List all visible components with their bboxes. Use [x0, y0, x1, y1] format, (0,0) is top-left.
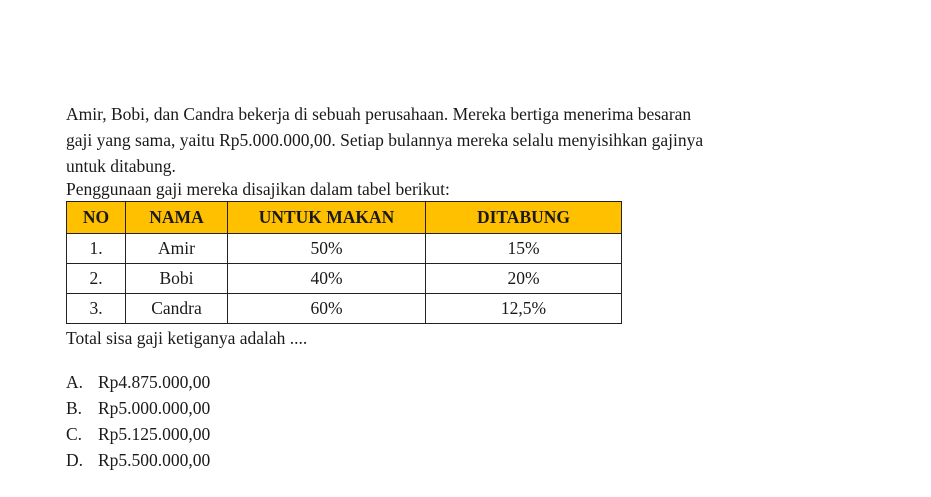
option-text: Rp5.125.000,00 [98, 424, 211, 444]
header-ditabung: DITABUNG [426, 202, 622, 234]
table-row [67, 294, 622, 324]
question-text: Total sisa gaji ketiganya adalah .... [66, 328, 308, 348]
cell-no: 3. [67, 294, 126, 324]
option-text: Rp5.000.000,00 [98, 398, 211, 418]
option-d[interactable] [66, 447, 866, 473]
table-intro: Penggunaan gaji mereka disajikan dalam tabel berikut: [66, 179, 450, 199]
cell-nama: Candra [126, 294, 228, 324]
header-nama: NAMA [126, 202, 228, 234]
table-row [67, 234, 622, 264]
option-letter: C. [66, 424, 83, 444]
option-letter: B. [66, 398, 83, 418]
cell-nama: Bobi [126, 264, 228, 294]
option-b[interactable] [66, 395, 866, 421]
option-text: Rp4.875.000,00 [98, 372, 211, 392]
option-text: Rp5.500.000,00 [98, 450, 211, 470]
cell-ditabung: 15% [426, 234, 622, 264]
header-no: NO [67, 202, 126, 234]
header-untuk-makan: UNTUK MAKAN [228, 202, 426, 234]
salary-table [66, 201, 622, 324]
cell-ditabung: 20% [426, 264, 622, 294]
cell-untuk-makan: 60% [228, 294, 426, 324]
cell-untuk-makan: 50% [228, 234, 426, 264]
answer-options [66, 369, 866, 473]
cell-no: 1. [67, 234, 126, 264]
document-body [66, 101, 866, 473]
table-row [67, 264, 622, 294]
cell-no: 2. [67, 264, 126, 294]
option-letter: A. [66, 372, 84, 392]
cell-untuk-makan: 40% [228, 264, 426, 294]
table-header-row [67, 202, 622, 234]
paragraph-line: untuk ditabung. [66, 156, 176, 176]
paragraph-line: gaji yang sama, yaitu Rp5.000.000,00. Setiap bulannya mereka selalu menyisihkan gajinya [66, 130, 704, 150]
option-letter: D. [66, 450, 84, 470]
paragraph-line: Amir, Bobi, dan Candra bekerja di sebuah perusahaan. Mereka bertiga menerima besaran [66, 104, 692, 124]
cell-nama: Amir [126, 234, 228, 264]
option-c[interactable] [66, 421, 866, 447]
option-a[interactable] [66, 369, 866, 395]
problem-paragraph [66, 101, 866, 179]
cell-ditabung: 12,5% [426, 294, 622, 324]
